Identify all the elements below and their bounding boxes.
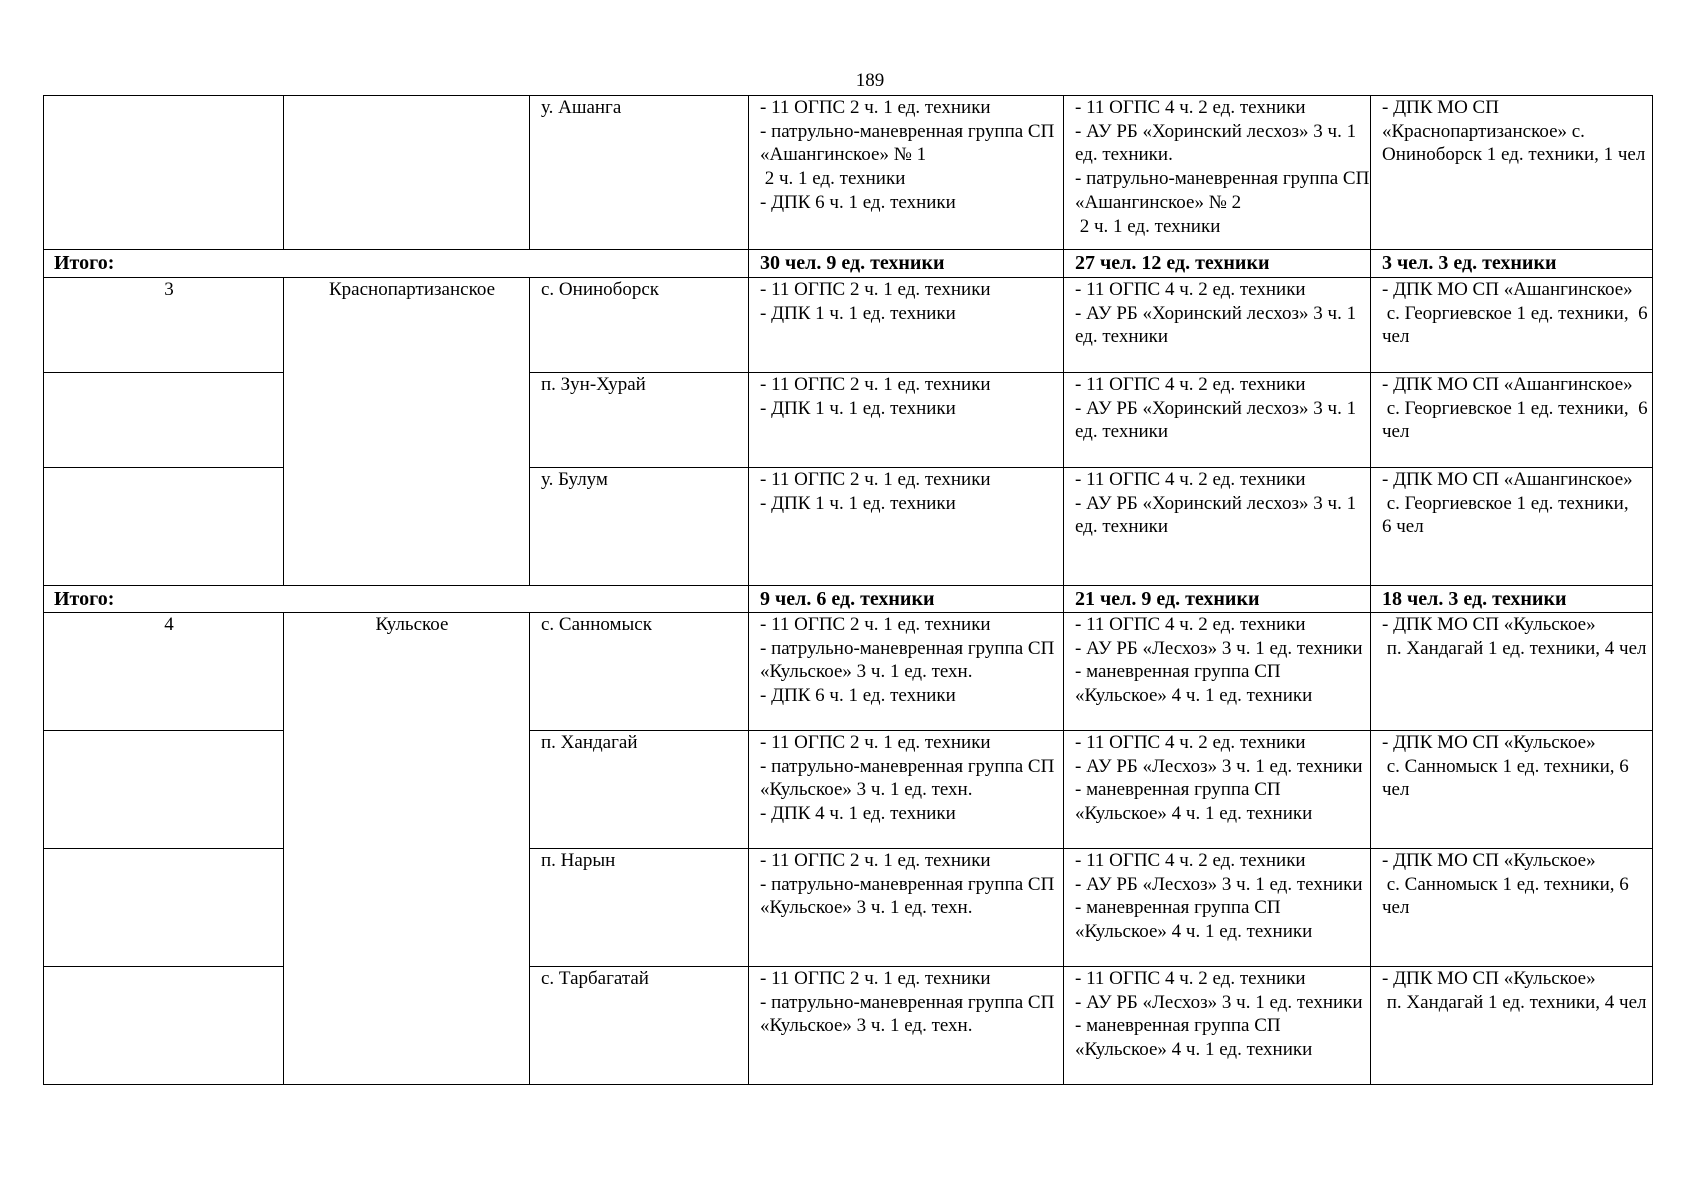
municipality-cell bbox=[284, 96, 530, 250]
first-echelon-cell: - 11 ОГПС 2 ч. 1 ед. техники - ДПК 1 ч. 1 ед. техники bbox=[749, 278, 1064, 373]
reserve-cell: - ДПК МО СП «Кульское» с. Санномыск 1 ед. техники, 6 чел bbox=[1371, 849, 1653, 967]
reserve-cell: - ДПК МО СП «Кульское» с. Санномыск 1 ед. техники, 6 чел bbox=[1371, 731, 1653, 849]
table-row bbox=[44, 278, 1653, 373]
number-cell bbox=[44, 96, 284, 250]
forces-table bbox=[43, 95, 1653, 1085]
number-cell bbox=[44, 731, 284, 849]
total-second: 27 чел. 12 ед. техники bbox=[1064, 250, 1371, 278]
total-first: 9 чел. 6 ед. техники bbox=[749, 586, 1064, 613]
second-echelon-cell: - 11 ОГПС 4 ч. 2 ед. техники - АУ РБ «Хоринский лесхоз» 3 ч. 1 ед. техники bbox=[1064, 373, 1371, 468]
total-row bbox=[44, 250, 1653, 278]
number-cell bbox=[44, 468, 284, 586]
table-row bbox=[44, 613, 1653, 731]
reserve-cell: - ДПК МО СП «Кульское» п. Хандагай 1 ед. техники, 4 чел bbox=[1371, 613, 1653, 731]
second-echelon-cell: - 11 ОГПС 4 ч. 2 ед. техники - АУ РБ «Хоринский лесхоз» 3 ч. 1 ед. техники bbox=[1064, 468, 1371, 586]
total-label: Итого: bbox=[44, 586, 749, 613]
second-echelon-cell: - 11 ОГПС 4 ч. 2 ед. техники - АУ РБ «Лесхоз» 3 ч. 1 ед. техники - маневренная группа СП «Кульское» 4 ч. 1 ед. техники bbox=[1064, 849, 1371, 967]
first-echelon-cell: - 11 ОГПС 2 ч. 1 ед. техники - патрульно-маневренная группа СП «Кульское» 3 ч. 1 ед. техн. - ДПК 4 ч. 1 ед. техники bbox=[749, 731, 1064, 849]
settlement-cell: п. Зун-Хурай bbox=[530, 373, 749, 468]
second-echelon-cell: - 11 ОГПС 4 ч. 2 ед. техники - АУ РБ «Лесхоз» 3 ч. 1 ед. техники - маневренная группа СП «Кульское» 4 ч. 1 ед. техники bbox=[1064, 731, 1371, 849]
settlement-cell: с. Санномыск bbox=[530, 613, 749, 731]
number-cell bbox=[44, 967, 284, 1085]
reserve-cell: - ДПК МО СП «Ашангинское» с. Георгиевское 1 ед. техники, 6 чел bbox=[1371, 468, 1653, 586]
settlement-cell: у. Ашанга bbox=[530, 96, 749, 250]
reserve-cell: - ДПК МО СП «Кульское» п. Хандагай 1 ед. техники, 4 чел bbox=[1371, 967, 1653, 1085]
settlement-cell: с. Тарбагатай bbox=[530, 967, 749, 1085]
total-reserve: 18 чел. 3 ед. техники bbox=[1371, 586, 1653, 613]
settlement-cell: п. Нарын bbox=[530, 849, 749, 967]
reserve-cell: - ДПК МО СП «Ашангинское» с. Георгиевское 1 ед. техники, 6 чел bbox=[1371, 373, 1653, 468]
first-echelon-cell: - 11 ОГПС 2 ч. 1 ед. техники - ДПК 1 ч. 1 ед. техники bbox=[749, 468, 1064, 586]
settlement-cell: п. Хандагай bbox=[530, 731, 749, 849]
settlement-cell: с. Онинoборск bbox=[530, 278, 749, 373]
second-echelon-cell: - 11 ОГПС 4 ч. 2 ед. техники - АУ РБ «Лесхоз» 3 ч. 1 ед. техники - маневренная группа СП «Кульское» 4 ч. 1 ед. техники bbox=[1064, 967, 1371, 1085]
number-cell bbox=[44, 849, 284, 967]
reserve-cell: - ДПК МО СП «Ашангинское» с. Георгиевское 1 ед. техники, 6 чел bbox=[1371, 278, 1653, 373]
first-echelon-cell: - 11 ОГПС 2 ч. 1 ед. техники - патрульно-маневренная группа СП «Кульское» 3 ч. 1 ед. техн. - ДПК 6 ч. 1 ед. техники bbox=[749, 613, 1064, 731]
municipality-cell: Краснопартизанское bbox=[284, 278, 530, 586]
number-cell: 3 bbox=[44, 278, 284, 373]
second-echelon-cell: - 11 ОГПС 4 ч. 2 ед. техники - АУ РБ «Хоринский лесхоз» 3 ч. 1 ед. техники bbox=[1064, 278, 1371, 373]
first-echelon-cell: - 11 ОГПС 2 ч. 1 ед. техники - ДПК 1 ч. 1 ед. техники bbox=[749, 373, 1064, 468]
total-label: Итого: bbox=[44, 250, 749, 278]
total-row bbox=[44, 586, 1653, 613]
total-reserve: 3 чел. 3 ед. техники bbox=[1371, 250, 1653, 278]
total-second: 21 чел. 9 ед. техники bbox=[1064, 586, 1371, 613]
number-cell: 4 bbox=[44, 613, 284, 731]
municipality-cell: Кульское bbox=[284, 613, 530, 1085]
second-echelon-cell: - 11 ОГПС 4 ч. 2 ед. техники - АУ РБ «Хоринский лесхоз» 3 ч. 1 ед. техники. - патрульно-маневренная группа СП «Ашангинское» № 2 2 ч. 1 ед. техники bbox=[1064, 96, 1371, 250]
total-first: 30 чел. 9 ед. техники bbox=[749, 250, 1064, 278]
table-row bbox=[44, 96, 1653, 250]
first-echelon-cell: - 11 ОГПС 2 ч. 1 ед. техники - патрульно-маневренная группа СП «Кульское» 3 ч. 1 ед. техн. bbox=[749, 967, 1064, 1085]
first-echelon-cell: - 11 ОГПС 2 ч. 1 ед. техники - патрульно-маневренная группа СП «Ашангинское» № 1 2 ч. 1 ед. техники - ДПК 6 ч. 1 ед. техники bbox=[749, 96, 1064, 250]
second-echelon-cell: - 11 ОГПС 4 ч. 2 ед. техники - АУ РБ «Лесхоз» 3 ч. 1 ед. техники - маневренная группа СП «Кульское» 4 ч. 1 ед. техники bbox=[1064, 613, 1371, 731]
page-number: 189 bbox=[855, 70, 885, 91]
reserve-cell: - ДПК МО СП «Краснопартизанское» с. Онинoборск 1 ед. техники, 1 чел bbox=[1371, 96, 1653, 250]
first-echelon-cell: - 11 ОГПС 2 ч. 1 ед. техники - патрульно-маневренная группа СП «Кульское» 3 ч. 1 ед. техн. bbox=[749, 849, 1064, 967]
number-cell bbox=[44, 373, 284, 468]
settlement-cell: у. Булум bbox=[530, 468, 749, 586]
